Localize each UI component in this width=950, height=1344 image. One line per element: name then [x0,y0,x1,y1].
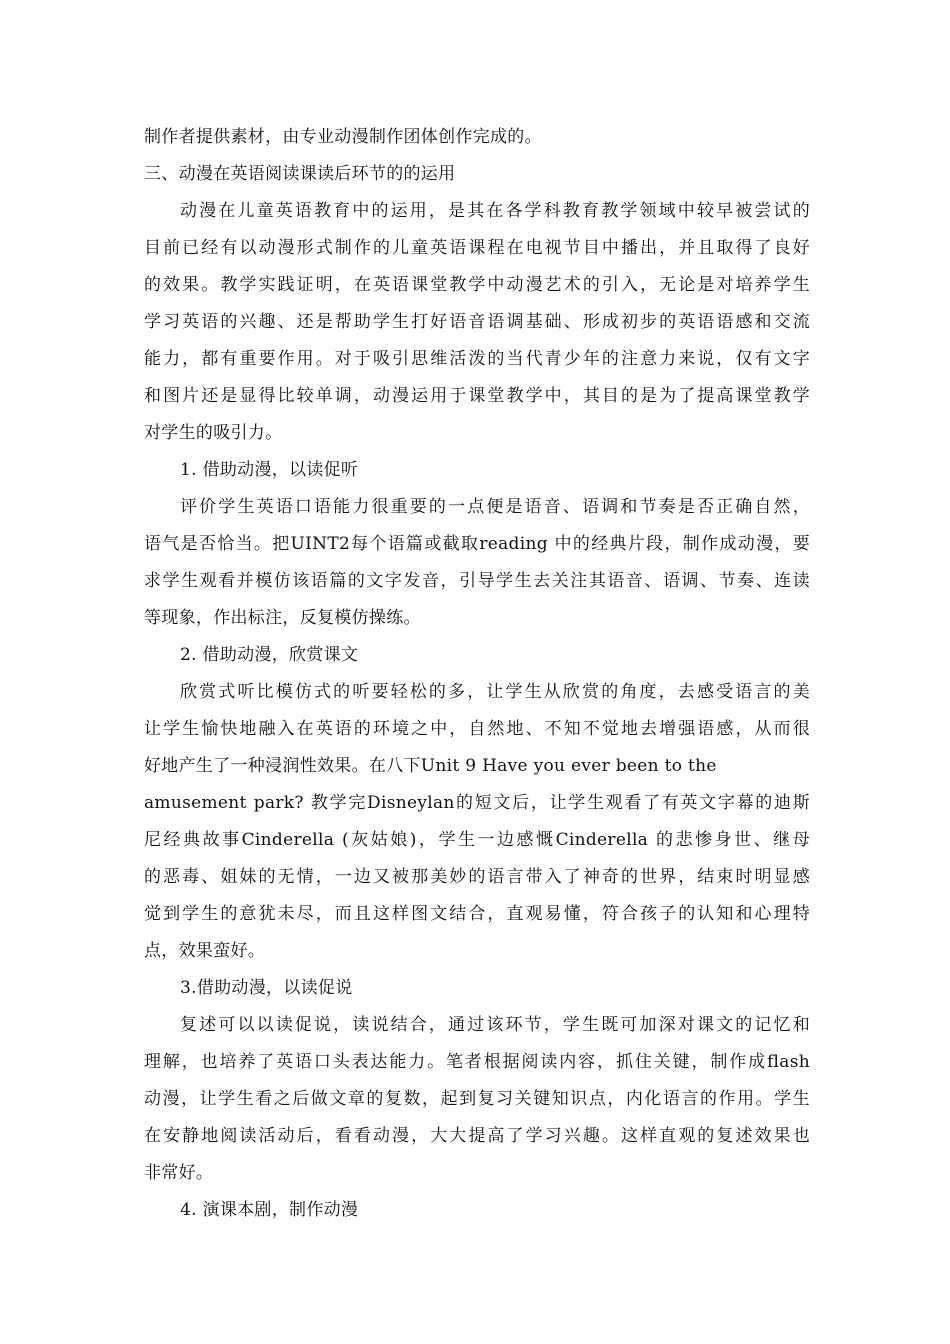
paragraph-line: 好地产生了一种浸润性效果。在八下Unit 9 Have you ever been to the [144,756,717,776]
paragraph-line: 动漫在儿童英语教育中的运用，是其在各学科教育教学领域中较早被尝试的 [180,201,810,221]
paragraph-line: 觉到学生的意犹未尽，而且这样图文结合，直观易懂，符合孩子的认知和心理特 [144,904,810,924]
subsection-heading: 1. 借助动漫，以读促听 [180,460,359,480]
paragraph-line: 复述可以以读促说，读说结合，通过该环节，学生既可加深对课文的记忆和 [180,1015,810,1035]
paragraph-line: 学习英语的兴趣、还是帮助学生打好语音语调基础、形成初步的英语语感和交流 [144,312,810,332]
paragraph-line: 评价学生英语口语能力很重要的一点便是语音、语调和节奏是否正确自然， [180,497,810,517]
paragraph-line: 点，效果蛮好。 [144,941,266,961]
section-heading: 三、动漫在英语阅读课读后环节的的运用 [144,164,456,184]
paragraph-line: 让学生愉快地融入在英语的环境之中，自然地、不知不觉地去增强语感，从而很 [144,719,810,739]
paragraph-line: 目前已经有以动漫形式制作的儿童英语课程在电视节目中播出，并且取得了良好 [144,238,810,258]
paragraph-line: 能力，都有重要作用。对于吸引思维活泼的当代青少年的注意力来说，仅有文字 [144,349,810,369]
paragraph-line: 动漫，让学生看之后做文章的复数，起到复习关键知识点，内化语言的作用。学生 [144,1089,810,1109]
paragraph-line: 求学生观看并模仿该语篇的文字发音，引导学生去关注其语音、语调、节奏、连读 [144,571,810,591]
paragraph-line: 制作者提供素材，由专业动漫制作团体创作完成的。 [144,127,542,147]
paragraph-line: 非常好。 [144,1163,214,1183]
paragraph-line: 在安静地阅读活动后，看看动漫，大大提高了学习兴趣。这样直观的复述效果也 [144,1126,810,1146]
paragraph-line: 等现象，作出标注，反复模仿操练。 [144,608,421,628]
paragraph-line: amusement park? 教学完Disneylan的短文后，让学生观看了有英文字幕的迪斯 [144,793,810,813]
paragraph-line: 的恶毒、姐妹的无情，一边又被那美妙的语言带入了神奇的世界，结束时明显感 [144,867,810,887]
paragraph-line: 和图片还是显得比较单调，动漫运用于课堂教学中，其目的是为了提高课堂教学 [144,386,810,406]
paragraph-line: 语气是否恰当。把UINT2每个语篇或截取reading 中的经典片段，制作成动漫，要 [144,534,810,554]
subsection-heading: 3.借助动漫，以读促说 [180,978,353,998]
paragraph-line: 理解，也培养了英语口头表达能力。笔者根据阅读内容，抓住关键，制作成flash [144,1052,810,1072]
document-body [144,119,810,1229]
paragraph-line: 的效果。教学实践证明，在英语课堂教学中动漫艺术的引入，无论是对培养学生 [144,275,810,295]
subsection-heading: 2. 借助动漫，欣赏课文 [180,645,359,665]
subsection-heading: 4. 演课本剧，制作动漫 [180,1200,359,1220]
paragraph-line: 对学生的吸引力。 [144,423,283,443]
paragraph-line: 欣赏式听比模仿式的听要轻松的多，让学生从欣赏的角度，去感受语言的美 [180,682,810,702]
paragraph-line: 尼经典故事Cinderella (灰姑娘)，学生一边感慨Cinderella 的悲惨身世、继母 [144,830,810,850]
